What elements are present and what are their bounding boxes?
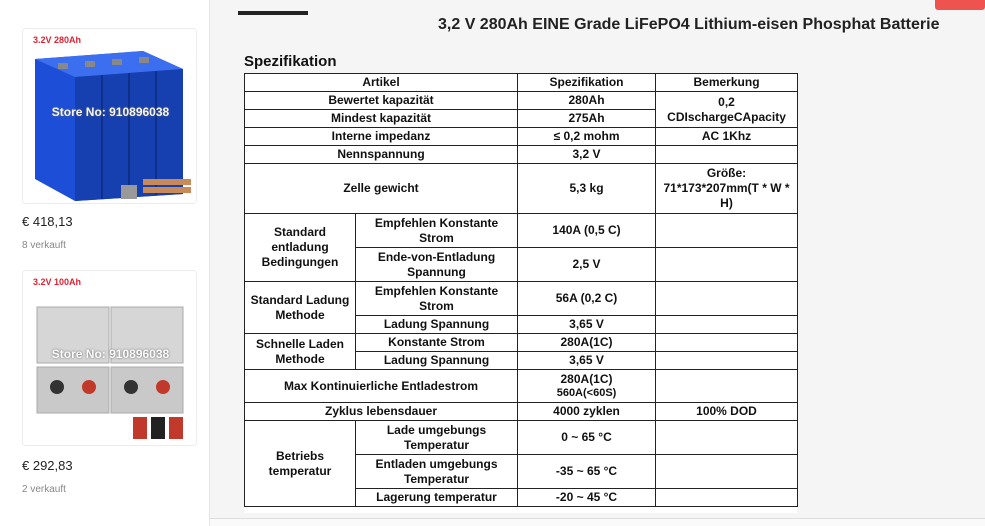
- cell-note-empty: [656, 282, 798, 316]
- cell-spec: 4000 zyklen: [518, 403, 656, 421]
- table-row: [245, 92, 798, 110]
- spec-table: [244, 73, 798, 507]
- store-watermark: Store No: 910896038: [51, 347, 170, 361]
- cell-sub: Ladung Spannung: [356, 352, 518, 370]
- header-bemerkung: Bemerkung: [656, 74, 798, 92]
- cell-note-empty: [656, 334, 798, 352]
- cell-spec: 280Ah: [518, 92, 656, 110]
- cell-note-empty: [656, 421, 798, 455]
- cell-note-empty: [656, 370, 798, 403]
- cell-spec: 3,2 V: [518, 146, 656, 164]
- cell-spec: 2,5 V: [518, 248, 656, 282]
- product-image-100ah[interactable]: [22, 270, 197, 446]
- cell-sub: Empfehlen Konstante Strom: [356, 282, 518, 316]
- cell-artikel: Interne impedanz: [245, 128, 518, 146]
- cell-note-empty: [656, 352, 798, 370]
- cell-spec: 280A(1C): [518, 334, 656, 352]
- cell-sub: Konstante Strom: [356, 334, 518, 352]
- cell-note: 100% DOD: [656, 403, 798, 421]
- cell-spec: -35 ~ 65 °C: [518, 455, 656, 489]
- cell-spec: 3,65 V: [518, 352, 656, 370]
- table-row: [245, 282, 798, 316]
- spec-heading: Spezifikation: [244, 53, 337, 70]
- product-sold-280ah: 8 verkauft: [22, 240, 66, 251]
- cell-sub: Entladen umgebungs Temperatur: [356, 455, 518, 489]
- cell-note-capacity: [656, 92, 798, 128]
- group-label: Schnelle Laden Methode: [245, 334, 356, 370]
- cell-artikel: Zyklus lebensdauer: [245, 403, 518, 421]
- group-label: Betriebs temperatur: [245, 421, 356, 507]
- cell-spec: -20 ~ 45 °C: [518, 489, 656, 507]
- product-card-100ah[interactable]: [22, 270, 197, 495]
- table-header-row: [245, 74, 798, 92]
- product-card-280ah[interactable]: [22, 28, 197, 251]
- note-line: CDIschargeCApacity: [667, 109, 786, 124]
- cell-note-empty: [656, 316, 798, 334]
- spec-line: 280A(1C): [560, 371, 613, 386]
- cell-artikel: Bewertet kapazität: [245, 92, 518, 110]
- product-price-100ah[interactable]: € 292,83: [22, 458, 73, 473]
- cell-note-empty: [656, 146, 798, 164]
- cell-sub: Ende-von-Entladung Spannung: [356, 248, 518, 282]
- cell-spec: 56A (0,2 C): [518, 282, 656, 316]
- table-row: [245, 421, 798, 455]
- table-row: [245, 146, 798, 164]
- cell-artikel: Max Kontinuierliche Entladestrom: [245, 370, 518, 403]
- cell-note: Größe: 71*173*207mm(T * W * H): [656, 164, 798, 214]
- table-row: [245, 334, 798, 352]
- active-tab-indicator: [238, 11, 308, 15]
- product-image-280ah[interactable]: [22, 28, 197, 204]
- product-price-280ah[interactable]: € 418,13: [22, 214, 73, 229]
- header-artikel: Artikel: [245, 74, 518, 92]
- cell-note-empty: [656, 248, 798, 282]
- spec-line: 560A(<60S): [556, 386, 617, 399]
- cell-spec: 3,65 V: [518, 316, 656, 334]
- cell-artikel: Zelle gewicht: [245, 164, 518, 214]
- cell-spec: [518, 370, 656, 403]
- note-line: 0,2: [718, 94, 735, 109]
- table-row: [245, 370, 798, 403]
- cell-sub: Lade umgebungs Temperatur: [356, 421, 518, 455]
- product-sold-100ah: 2 verkauft: [22, 484, 66, 495]
- table-row: [245, 164, 798, 214]
- related-products-sidebar: [0, 0, 210, 526]
- product-label-280ah: 3.2V 280Ah: [33, 35, 82, 45]
- group-label: Standard entladung Bedingungen: [245, 214, 356, 282]
- cell-spec: 275Ah: [518, 110, 656, 128]
- cell-spec: 5,3 kg: [518, 164, 656, 214]
- cell-spec: ≤ 0,2 mohm: [518, 128, 656, 146]
- cell-sub: Ladung Spannung: [356, 316, 518, 334]
- cell-sub: Empfehlen Konstante Strom: [356, 214, 518, 248]
- cell-artikel: Mindest kapazität: [245, 110, 518, 128]
- cell-note-empty: [656, 489, 798, 507]
- cell-sub: Lagerung temperatur: [356, 489, 518, 507]
- cell-note: AC 1Khz: [656, 128, 798, 146]
- product-label-100ah: 3.2V 100Ah: [33, 277, 82, 287]
- action-button[interactable]: [935, 0, 985, 10]
- cell-note-empty: [656, 214, 798, 248]
- header-spezifikation: Spezifikation: [518, 74, 656, 92]
- cell-note-empty: [656, 455, 798, 489]
- table-row: [245, 128, 798, 146]
- bottom-border: [210, 518, 985, 526]
- table-row: [245, 403, 798, 421]
- cell-spec: 140A (0,5 C): [518, 214, 656, 248]
- product-title: 3,2 V 280Ah EINE Grade LiFePO4 Lithium-eisen Phosphat Batterie: [438, 16, 940, 33]
- cell-artikel: Nennspannung: [245, 146, 518, 164]
- table-row: [245, 214, 798, 248]
- group-label: Standard Ladung Methode: [245, 282, 356, 334]
- cell-spec: 0 ~ 65 °C: [518, 421, 656, 455]
- spec-table-container: [244, 73, 797, 513]
- store-watermark: Store No: 910896038: [51, 105, 170, 119]
